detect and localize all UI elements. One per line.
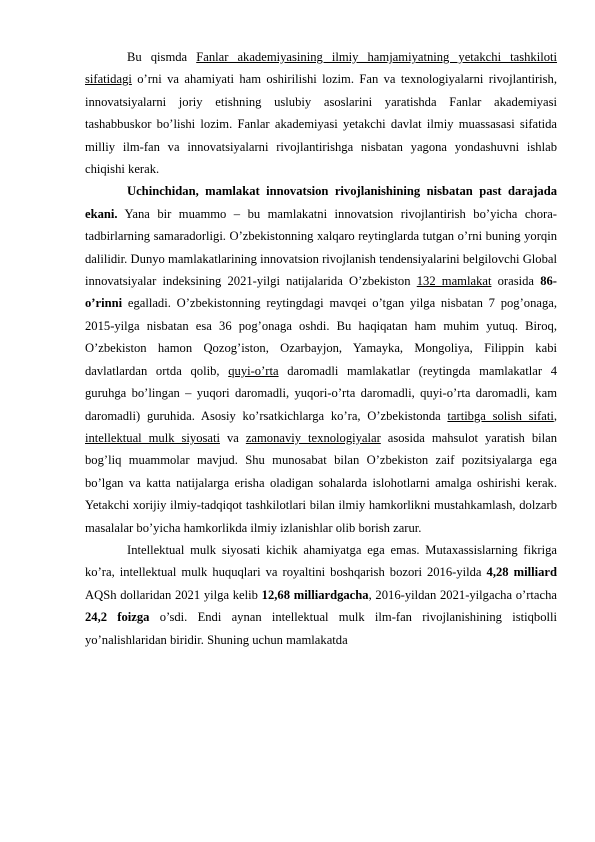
text-segment: Yana bir muammo – bu mamlakatni innovatsion rivojlantirish bo’yicha chora-tadbirlarning samaradorligi. O’zbekistonning xalqaro reytinglarda tutgan o’rni buning yorqin dalilidir. Dunyo mamlakatlarining innovatsion rivojlanish tendensiyalarini belgilovchi Global innovatsiyalar indeksining 2021-yilgi natijalarida O’zbekiston	[85, 206, 557, 289]
paragraph-intellectual-property	[85, 539, 557, 651]
underlined-phrase: zamonaviy texnologiyalar	[245, 430, 381, 445]
text-segment: asosida mahsulot yaratish bilan bog’liq muammolar mavjud. Shu munosabat bilan O’zbekiston zaif pozitsiyalarga ega bo’lgan va katta natijalarga erisha oladigan sohalarda islohotlarni amalga oshirishi kerak. Yetakchi xorijiy ilmiy-tadqiqot tashkilotlari bilan ilmiy hamkorlikni mustahkamlash, dolzarb masalalar bo’yicha hamkorlikda ilmiy izlanishlar olib borish zarur.	[85, 430, 557, 535]
document-page	[85, 46, 557, 651]
bold-phrase: 24,2 foizga	[85, 610, 150, 625]
text-segment: o’sdi. Endi aynan intellektual mulk ilm-fan rivojlanishining istiqbolli yo’nalishlaridan biridir. Shuning uchun mamlakatda	[85, 610, 557, 647]
paragraph-innovation-ranking	[85, 180, 557, 539]
text-segment: o’rni va ahamiyati ham oshirilishi lozim. Fan va texnologiyalarni rivojlantirish, innovatsiyalarni joriy etishning uslubiy asoslarini yaratishda Fanlar akademiyasi tashabbuskor bo’lishi lozim. Fanlar akademiyasi yetakchi davlat ilmiy muassasasi sifatida milliy ilm-fan va innovatsiyalarni rivojlantirishga nisbatan yagona yondashuvni ishlab chiqishi kerak.	[85, 72, 557, 177]
text-segment: daromadli mamlakatlar (reytingda mamlakatlar 4 guruhga bo’lingan – yuqori daromadli, yuqori-o’rta daromadli, quyi-o’rta daromadli, kam daromadli) guruhida. Asosiy ko’rsatkichlarga ko’ra, O’zbekistonda	[85, 363, 557, 423]
underlined-phrase: quyi-o’rta	[228, 363, 279, 378]
paragraph-academy-role	[85, 46, 557, 180]
bold-phrase: 86-o’rinni	[85, 274, 557, 311]
bold-heading-phrase: Uchinchidan, mamlakat innovatsion rivojlanishining nisbatan past darajada ekani.	[85, 184, 557, 221]
text-segment: AQSh dollaridan 2021 yilga kelib	[85, 587, 262, 602]
underlined-phrase: tartibga solish sifati	[447, 408, 554, 423]
bold-phrase: 12,68 milliardgacha	[261, 587, 369, 602]
text-segment: Bu qismda	[127, 50, 197, 64]
text-segment: egalladi. O’zbekistonning reytingdagi mavqei o’tgan yilga nisbatan 7 pog’onaga, 2015-yilga nisbatan esa 36 pog’onaga oshdi. Bu haqiqatan ham muhim yutuq. Biroq, O’zbekiston hamon Qozog’iston, Ozarbayjon, Yamayka, Mongoliya, Filippin kabi davlatlardan ortda qolib,	[85, 296, 557, 378]
underlined-phrase: 132 mamlakat	[416, 274, 492, 289]
bold-phrase: 4,28 milliard	[486, 565, 557, 580]
text-segment: , 2016-yildan 2021-yilgacha o’rtacha	[368, 587, 558, 602]
text-segment: Intellektual mulk siyosati kichik ahamiyatga ega emas. Mutaxassislarning fikriga ko’ra, intellektual mulk huquqlari va royaltini boshqarish bozori 2016-yilda	[85, 542, 557, 580]
text-segment: orasida	[491, 274, 541, 289]
underlined-phrase: intellektual mulk siyosati	[85, 430, 220, 445]
underlined-phrase: Fanlar akademiyasining ilmiy hamjamiyatning yetakchi tashkiloti sifatidagi	[85, 50, 558, 87]
text-segment: va	[219, 430, 246, 445]
text-segment: ,	[553, 408, 557, 423]
